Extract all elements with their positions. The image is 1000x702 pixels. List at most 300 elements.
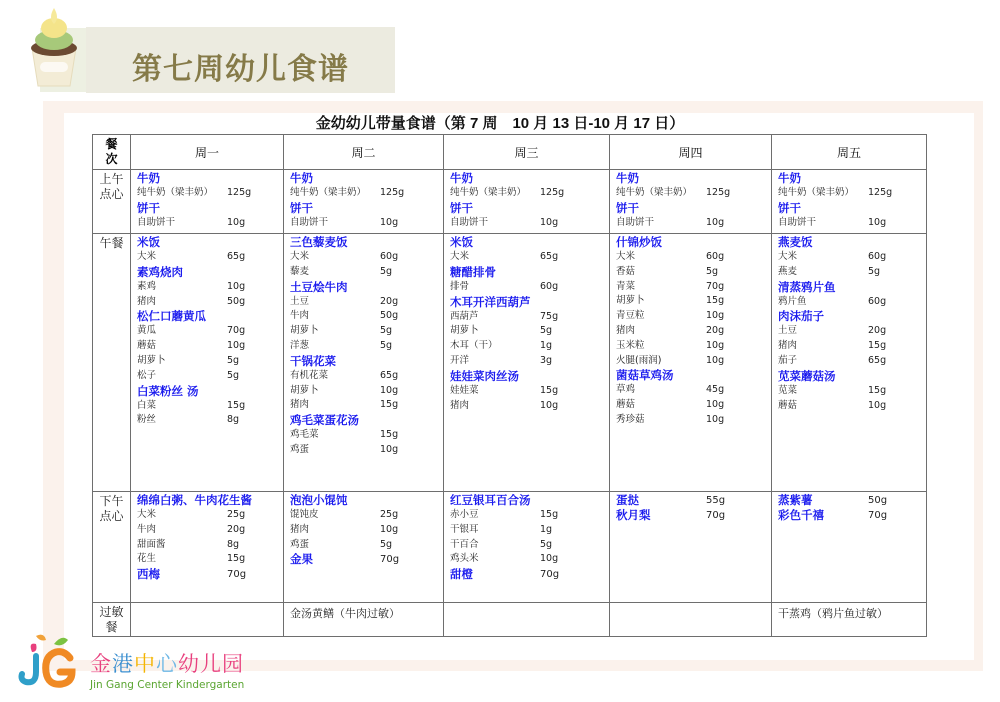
dish-label: 米饭	[137, 235, 160, 249]
ingredient-quantity: 15g	[706, 295, 725, 307]
ingredient-row	[137, 399, 279, 414]
ingredient-row	[137, 280, 279, 295]
school-name-cn	[90, 648, 244, 678]
ingredient-quantity: 10g	[540, 399, 559, 411]
ingredient-quantity: 70g	[227, 325, 246, 337]
ingredient-name: 猪肉	[290, 523, 310, 535]
ingredient-row	[778, 399, 922, 414]
ingredient-quantity: 5g	[227, 354, 240, 366]
ingredient-quantity: 8g	[227, 414, 240, 426]
ingredient-name: 大米	[778, 251, 798, 262]
ingredient-quantity: 10g	[706, 354, 725, 366]
dish-name	[450, 171, 605, 186]
ingredient-row	[137, 523, 279, 538]
ingredient-row	[290, 339, 439, 354]
dish-quantity: 70g	[868, 510, 888, 521]
ingredient-name: 鸦片鱼	[778, 295, 807, 307]
dish-label: 三色藜麦饭	[290, 235, 348, 249]
ingredient-name: 馄饨皮	[290, 509, 319, 520]
ingredient-quantity: 70g	[706, 280, 725, 292]
dish-label: 肉沫茄子	[778, 309, 824, 324]
ingredient-row	[778, 354, 922, 369]
ingredient-row	[137, 413, 279, 428]
ingredient-name: 藜麦	[290, 265, 310, 277]
dish-label: 饼干	[778, 200, 801, 215]
ingredient-row	[290, 265, 439, 280]
ingredient-name: 鸡头米	[450, 553, 479, 565]
dish-name	[290, 201, 439, 216]
ingredient-row	[778, 216, 922, 231]
dish-name	[616, 493, 767, 508]
ingredient-name: 西葫芦	[450, 310, 479, 322]
ingredient-row	[137, 369, 279, 384]
ingredient-row	[290, 538, 439, 553]
ingredient-row	[450, 324, 605, 339]
meal-label	[93, 170, 131, 234]
kindergarten-logo-icon	[18, 632, 78, 692]
menu-cell	[772, 170, 927, 234]
dish-label: 米饭	[450, 235, 473, 249]
ingredient-quantity: 60g	[540, 280, 559, 292]
dish-label: 燕麦饭	[778, 235, 813, 249]
ingredient-name: 纯牛奶（梁丰奶）	[137, 187, 214, 198]
ingredient-row	[450, 538, 605, 553]
ingredient-quantity: 125g	[868, 187, 893, 198]
school-name-char: 中	[134, 652, 156, 676]
ingredient-row	[137, 339, 279, 354]
menu-cell	[284, 170, 444, 234]
dish-label: 饼干	[137, 200, 160, 215]
ingredient-quantity: 60g	[706, 251, 725, 262]
ingredient-quantity: 5g	[380, 325, 393, 337]
ingredient-name: 鸡蛋	[290, 443, 310, 455]
dish-label: 牛奶	[290, 171, 313, 185]
dish-name	[137, 265, 279, 280]
ingredient-name: 娃娃菜	[450, 384, 479, 396]
dish-label: 金果	[290, 552, 313, 567]
dish-label: 牛奶	[450, 171, 473, 185]
dish-name	[450, 369, 605, 384]
ingredient-row	[137, 186, 279, 201]
ingredient-row	[290, 369, 439, 384]
dish-label: 清蒸鸦片鱼	[778, 279, 836, 294]
menu-cell	[444, 492, 610, 603]
ingredient-quantity: 125g	[227, 187, 252, 198]
ingredient-quantity: 65g	[868, 354, 887, 366]
dish-label: 牛奶	[616, 171, 639, 185]
ingredient-name: 大米	[450, 251, 470, 262]
ingredient-name: 秀珍菇	[616, 413, 645, 425]
ingredient-row	[450, 552, 605, 567]
ingredient-row	[778, 295, 922, 310]
allergy-label	[93, 603, 131, 637]
corner-header-line2: 次	[105, 152, 118, 166]
dish-label: 干锅花菜	[290, 353, 336, 368]
ingredient-row	[616, 216, 767, 231]
ingredient-quantity: 15g	[380, 429, 399, 441]
ingredient-row	[616, 339, 767, 354]
dish-name	[616, 201, 767, 216]
dish-name	[290, 235, 439, 250]
ingredient-quantity: 10g	[540, 553, 559, 565]
ingredient-row	[450, 523, 605, 538]
ingredient-name: 苋菜	[778, 384, 798, 396]
school-name-char: 港	[112, 652, 134, 676]
allergy-cell	[444, 603, 610, 637]
ingredient-quantity: 5g	[380, 265, 393, 277]
ingredient-quantity: 15g	[868, 340, 887, 352]
meal-label-line: 点心	[99, 187, 124, 201]
dish-label: 饼干	[290, 200, 313, 215]
school-name-char: 金	[90, 652, 112, 676]
dish-name	[616, 368, 767, 383]
ingredient-quantity: 5g	[380, 538, 393, 550]
dish-label: 苋菜蘑菇汤	[778, 368, 836, 383]
ingredient-row	[290, 443, 439, 458]
ingredient-quantity: 10g	[706, 310, 725, 322]
dish-name	[450, 201, 605, 216]
document-title: 金幼幼儿带量食谱（第 7 周 10 月 13 日-10 月 17 日）	[315, 115, 685, 132]
dish-label: 菌菇草鸡汤	[616, 368, 674, 383]
ingredient-name: 粉丝	[137, 414, 157, 426]
ingredient-name: 蘑菇	[616, 399, 636, 411]
ingredient-row	[290, 309, 439, 324]
ingredient-name: 大米	[290, 251, 310, 262]
ingredient-row	[778, 324, 922, 339]
dish-name	[616, 171, 767, 186]
dish-name	[778, 280, 922, 295]
ingredient-quantity: 10g	[380, 384, 399, 396]
ingredient-name: 花生	[137, 553, 157, 565]
ingredient-quantity: 60g	[380, 251, 399, 262]
ingredient-name: 甜面酱	[137, 538, 166, 550]
ingredient-quantity: 125g	[706, 187, 731, 198]
dish-name	[137, 567, 279, 582]
ingredient-row	[290, 324, 439, 339]
menu-cell	[772, 492, 927, 603]
ingredient-quantity: 125g	[540, 187, 565, 198]
ingredient-quantity: 5g	[227, 369, 240, 381]
ingredient-name: 猪肉	[290, 399, 310, 411]
ingredient-quantity: 65g	[380, 369, 399, 381]
ingredient-name: 猪肉	[450, 399, 470, 411]
ingredient-name: 素鸡	[137, 280, 157, 292]
dish-quantity: 70g	[540, 569, 560, 581]
school-name-char: 心	[156, 652, 178, 676]
ingredient-quantity: 3g	[540, 354, 553, 366]
ingredient-name: 草鸡	[616, 384, 636, 396]
dish-label: 甜橙	[450, 567, 473, 582]
ingredient-name: 自助饼干	[137, 216, 176, 228]
ingredient-name: 青豆粒	[616, 310, 645, 322]
ingredient-quantity: 15g	[380, 399, 399, 411]
ingredient-name: 干银耳	[450, 523, 479, 535]
dish-name	[290, 354, 439, 369]
ingredient-name: 自助饼干	[616, 216, 655, 228]
ingredient-quantity: 5g	[868, 265, 881, 277]
ingredient-quantity: 50g	[227, 295, 246, 307]
ingredient-row	[616, 354, 767, 369]
ingredient-name: 自助饼干	[778, 216, 817, 228]
ingredient-name: 胡萝卜	[137, 354, 166, 366]
ingredient-quantity: 10g	[706, 399, 725, 411]
corner-header	[93, 135, 131, 170]
dish-label: 西梅	[137, 567, 160, 582]
meal-label-line: 点心	[99, 509, 124, 523]
ingredient-name: 胡萝卜	[290, 384, 319, 396]
dish-label: 蒸紫薯	[778, 493, 813, 507]
ingredient-row	[450, 310, 605, 325]
ingredient-row	[450, 384, 605, 399]
ingredient-quantity: 15g	[540, 509, 559, 520]
menu-cell	[772, 234, 927, 492]
ingredient-row	[616, 280, 767, 295]
ingredient-row	[137, 250, 279, 265]
ingredient-name: 茄子	[778, 354, 798, 366]
ingredient-row	[616, 265, 767, 280]
meal-row	[93, 492, 927, 603]
dish-quantity: 70g	[706, 510, 726, 521]
day-header-tue: 周二	[284, 135, 444, 170]
ingredient-name: 鸡毛菜	[290, 429, 319, 441]
ingredient-name: 青菜	[616, 280, 636, 292]
dish-label: 土豆烩牛肉	[290, 279, 348, 294]
allergy-cell	[131, 603, 284, 637]
ingredient-row	[778, 339, 922, 354]
dish-label: 素鸡烧肉	[137, 264, 183, 279]
ingredient-row	[137, 508, 279, 523]
ingredient-name: 开洋	[450, 354, 470, 366]
dish-name	[290, 493, 439, 508]
dish-label: 红豆银耳百合汤	[450, 493, 531, 507]
allergy-row	[93, 603, 927, 637]
allergy-label-line: 过敏	[99, 605, 124, 619]
ingredient-row	[137, 552, 279, 567]
ingredient-quantity: 15g	[227, 553, 246, 565]
dish-name	[450, 493, 605, 508]
ingredient-name: 黄瓜	[137, 325, 157, 337]
dish-quantity: 70g	[227, 569, 247, 581]
dish-name	[137, 235, 279, 250]
dish-name	[616, 235, 767, 250]
school-name-char: 幼	[178, 652, 200, 676]
ingredient-quantity: 65g	[540, 251, 559, 262]
menu-cell	[444, 234, 610, 492]
menu-table	[92, 134, 927, 637]
ingredient-row	[778, 384, 922, 399]
dish-name	[137, 493, 279, 508]
ingredient-quantity: 10g	[227, 216, 246, 228]
ingredient-row	[778, 265, 922, 280]
menu-cell	[610, 170, 772, 234]
ingredient-row	[290, 295, 439, 310]
ingredient-row	[290, 186, 439, 201]
day-header-thu: 周四	[610, 135, 772, 170]
ingredient-quantity: 10g	[868, 399, 887, 411]
ingredient-row	[290, 384, 439, 399]
ingredient-name: 胡萝卜	[290, 325, 319, 337]
ingredient-quantity: 10g	[706, 339, 725, 351]
school-name-char: 儿	[200, 652, 222, 676]
ingredient-name: 有机花菜	[290, 369, 329, 381]
ingredient-quantity: 10g	[706, 216, 725, 228]
dish-name	[778, 369, 922, 384]
ingredient-quantity: 50g	[380, 310, 399, 322]
ingredient-name: 洋葱	[290, 339, 310, 351]
ingredient-row	[290, 523, 439, 538]
ingredient-name: 胡萝卜	[450, 325, 479, 337]
ingredient-name: 土豆	[778, 325, 798, 337]
ingredient-name: 赤小豆	[450, 509, 479, 520]
dish-name	[778, 235, 922, 250]
ingredient-quantity: 125g	[380, 187, 405, 198]
ingredient-row	[616, 309, 767, 324]
ingredient-quantity: 10g	[868, 216, 887, 228]
school-name-char: 园	[222, 652, 244, 676]
ingredient-quantity: 15g	[540, 384, 559, 396]
ingredient-name: 香菇	[616, 265, 636, 277]
ingredient-name: 猪肉	[778, 340, 798, 352]
ingredient-row	[450, 186, 605, 201]
ingredient-name: 干百合	[450, 538, 479, 550]
ingredient-quantity: 10g	[380, 443, 399, 455]
ingredient-quantity: 20g	[227, 523, 246, 535]
meal-label	[93, 234, 131, 492]
dish-quantity: 70g	[380, 554, 400, 566]
ingredient-name: 纯牛奶（梁丰奶）	[290, 187, 367, 198]
header-row	[93, 135, 927, 170]
ingredient-row	[137, 354, 279, 369]
dish-name	[778, 493, 922, 508]
meal-label-line: 上午	[99, 172, 124, 186]
ingredient-quantity: 20g	[380, 295, 399, 307]
dish-label: 什锦炒饭	[616, 235, 662, 249]
ingredient-name: 蘑菇	[778, 399, 798, 411]
ingredient-quantity: 10g	[706, 413, 725, 425]
ingredient-name: 土豆	[290, 295, 310, 307]
allergy-cell	[610, 603, 772, 637]
ingredient-name: 玉米粒	[616, 339, 645, 351]
ingredient-row	[450, 250, 605, 265]
dish-name	[290, 552, 439, 567]
ingredient-name: 白菜	[137, 399, 157, 411]
ingredient-name: 大米	[616, 251, 636, 262]
dish-name	[450, 295, 605, 310]
cupcake-icon	[24, 4, 84, 88]
ingredient-name: 燕麦	[778, 265, 798, 277]
ingredient-quantity: 45g	[706, 384, 725, 396]
dish-name	[778, 309, 922, 324]
ingredient-row	[450, 280, 605, 295]
meal-row	[93, 170, 927, 234]
dish-name	[137, 384, 279, 399]
menu-cell	[444, 170, 610, 234]
dish-name	[290, 280, 439, 295]
ingredient-name: 火腿(雨润)	[616, 354, 662, 366]
dish-name	[137, 201, 279, 216]
menu-cell	[610, 492, 772, 603]
ingredient-quantity: 65g	[227, 251, 246, 262]
menu-cell	[284, 492, 444, 603]
day-header-wed: 周三	[444, 135, 610, 170]
dish-label: 娃娃菜肉丝汤	[450, 368, 519, 383]
meal-label	[93, 492, 131, 603]
ingredient-quantity: 15g	[868, 384, 887, 396]
ingredient-name: 松子	[137, 369, 157, 381]
school-name-en: Jin Gang Center Kindergarten	[90, 679, 245, 691]
ingredient-row	[616, 383, 767, 398]
ingredient-row	[137, 324, 279, 339]
corner-header-line1: 餐	[105, 137, 118, 151]
ingredient-name: 排骨	[450, 280, 470, 292]
page-title: 第七周幼儿食谱	[132, 52, 349, 87]
dish-label: 秋月梨	[616, 508, 651, 522]
ingredient-quantity: 60g	[868, 251, 887, 262]
ingredient-name: 自助饼干	[450, 216, 489, 228]
dish-name	[778, 171, 922, 186]
ingredient-row	[450, 339, 605, 354]
menu-cell	[131, 492, 284, 603]
dish-name	[137, 171, 279, 186]
ingredient-name: 纯牛奶（梁丰奶）	[778, 187, 855, 198]
menu-cell	[610, 234, 772, 492]
day-header-fri: 周五	[772, 135, 927, 170]
dish-label: 泡泡小馄饨	[290, 493, 348, 507]
ingredient-row	[450, 399, 605, 414]
allergy-cell: 金汤黄鳝（牛肉过敏）	[284, 603, 444, 637]
ingredient-row	[290, 428, 439, 443]
dish-label: 糖醋排骨	[450, 264, 496, 279]
ingredient-row	[616, 413, 767, 428]
dish-name	[137, 309, 279, 324]
ingredient-quantity: 25g	[227, 509, 246, 520]
ingredient-quantity: 5g	[540, 538, 553, 550]
ingredient-quantity: 10g	[227, 340, 246, 352]
ingredient-row	[450, 508, 605, 523]
ingredient-name: 自助饼干	[290, 216, 329, 228]
ingredient-quantity: 75g	[540, 310, 559, 322]
ingredient-quantity: 1g	[540, 523, 553, 535]
ingredient-name: 牛肉	[137, 523, 157, 535]
ingredient-row	[450, 354, 605, 369]
ingredient-quantity: 10g	[540, 216, 559, 228]
dish-label: 牛奶	[778, 171, 801, 185]
dish-label: 饼干	[616, 200, 639, 215]
ingredient-quantity: 10g	[380, 523, 399, 535]
ingredient-row	[137, 295, 279, 310]
ingredient-name: 蘑菇	[137, 340, 157, 352]
ingredient-row	[290, 216, 439, 231]
ingredient-quantity: 15g	[227, 399, 246, 411]
dish-name	[450, 235, 605, 250]
ingredient-name: 鸡蛋	[290, 538, 310, 550]
ingredient-quantity: 25g	[380, 509, 399, 520]
ingredient-quantity: 20g	[706, 324, 725, 336]
ingredient-quantity: 1g	[540, 340, 553, 352]
ingredient-row	[616, 250, 767, 265]
allergy-cell: 干蒸鸡（鸦片鱼过敏）	[772, 603, 927, 637]
ingredient-quantity: 10g	[380, 216, 399, 228]
dish-label: 鸡毛菜蛋花汤	[290, 413, 359, 428]
ingredient-row	[290, 508, 439, 523]
dish-name	[290, 171, 439, 186]
ingredient-row	[137, 216, 279, 231]
dish-name	[290, 413, 439, 428]
dish-label: 木耳开洋西葫芦	[450, 294, 531, 309]
dish-name	[778, 508, 922, 523]
ingredient-quantity: 5g	[540, 325, 553, 337]
ingredient-row	[137, 538, 279, 553]
